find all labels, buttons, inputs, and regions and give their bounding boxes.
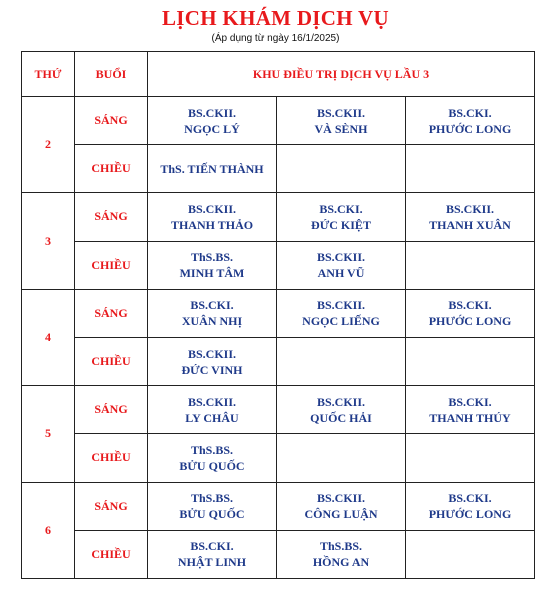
header-row xyxy=(22,52,535,97)
doctor-title: ThS.BS. xyxy=(190,442,234,457)
doctor-title: BS.CKII. xyxy=(316,105,366,120)
schedule-row xyxy=(22,241,535,289)
schedule-row xyxy=(22,482,535,530)
doctor-cell xyxy=(406,289,535,337)
doctor-name: THANH THÚY xyxy=(429,410,511,425)
doctor-cell xyxy=(277,289,406,337)
doctor-cell xyxy=(406,386,535,434)
doctor-title: BS.CKI. xyxy=(190,298,234,313)
doctor-name: ThS. TIẾN THÀNH xyxy=(160,161,264,176)
doctor-name: PHƯỚC LONG xyxy=(428,314,512,329)
doctor-cell xyxy=(148,97,277,145)
doctor-name: ANH VŨ xyxy=(317,266,365,281)
doctor-title: BS.CKII. xyxy=(445,201,495,216)
doctor-cell xyxy=(148,289,277,337)
doctor-cell xyxy=(148,434,277,482)
page-subtitle: (Áp dụng từ ngày 16/1/2025) xyxy=(211,33,340,44)
doctor-cell xyxy=(277,145,406,193)
schedule-row xyxy=(22,337,535,385)
doctor-cell xyxy=(406,145,535,193)
doctor-cell xyxy=(277,386,406,434)
doctor-name: HỒNG AN xyxy=(312,555,370,570)
doctor-title: BS.CKI. xyxy=(448,298,492,313)
doctor-name: BỬU QUỐC xyxy=(179,458,245,473)
header-area: KHU ĐIỀU TRỊ DỊCH VỤ LẦU 3 xyxy=(148,52,535,97)
schedule-table xyxy=(21,51,535,579)
schedule-row xyxy=(22,289,535,337)
page-title: LỊCH KHÁM DỊCH VỤ xyxy=(162,6,389,30)
schedule-row xyxy=(22,97,535,145)
schedule-row xyxy=(22,386,535,434)
day-cell: 3 xyxy=(22,193,75,289)
doctor-title: BS.CKII. xyxy=(316,298,366,313)
schedule-row xyxy=(22,530,535,578)
doctor-name: BỬU QUỐC xyxy=(179,507,245,522)
doctor-title: ThS.BS. xyxy=(190,491,234,506)
doctor-name: ĐỨC VINH xyxy=(181,362,243,377)
schedule-row xyxy=(22,434,535,482)
doctor-name: THANH THẢO xyxy=(170,217,254,232)
session-cell: CHIỀU xyxy=(75,241,148,289)
doctor-title: BS.CKI. xyxy=(448,105,492,120)
doctor-cell xyxy=(277,434,406,482)
doctor-title: ThS.BS. xyxy=(190,250,234,265)
doctor-name: THANH XUÂN xyxy=(429,217,511,232)
doctor-title: BS.CKII. xyxy=(187,201,237,216)
session-cell: SÁNG xyxy=(75,193,148,241)
doctor-title: BS.CKI. xyxy=(448,394,492,409)
doctor-cell xyxy=(148,193,277,241)
doctor-cell xyxy=(277,530,406,578)
doctor-cell xyxy=(277,337,406,385)
doctor-cell xyxy=(277,193,406,241)
doctor-cell xyxy=(148,145,277,193)
doctor-cell xyxy=(148,337,277,385)
doctor-title: BS.CKII. xyxy=(316,394,366,409)
doctor-cell xyxy=(277,241,406,289)
doctor-cell xyxy=(406,482,535,530)
doctor-title: BS.CKII. xyxy=(316,491,366,506)
doctor-name: QUỐC HẢI xyxy=(310,410,372,425)
schedule-body xyxy=(22,97,535,579)
session-cell: CHIỀU xyxy=(75,145,148,193)
session-cell: SÁNG xyxy=(75,289,148,337)
doctor-title: BS.CKI. xyxy=(319,201,363,216)
doctor-name: NHẬT LINH xyxy=(177,555,247,570)
doctor-cell xyxy=(277,482,406,530)
doctor-title: BS.CKI. xyxy=(448,491,492,506)
doctor-cell xyxy=(406,530,535,578)
schedule-row xyxy=(22,145,535,193)
day-cell: 2 xyxy=(22,97,75,193)
doctor-cell xyxy=(406,193,535,241)
day-cell: 5 xyxy=(22,386,75,482)
doctor-name: LY CHÂU xyxy=(185,410,239,425)
doctor-name: VÀ SÈNH xyxy=(314,121,368,136)
doctor-cell xyxy=(406,434,535,482)
doctor-name: PHƯỚC LONG xyxy=(428,121,512,136)
doctor-name: NGỌC LIẾNG xyxy=(302,314,380,329)
schedule-row xyxy=(22,193,535,241)
doctor-name: XUÂN NHỊ xyxy=(181,314,243,329)
doctor-title: BS.CKII. xyxy=(187,394,237,409)
doctor-title: BS.CKII. xyxy=(187,105,237,120)
doctor-cell xyxy=(406,97,535,145)
session-cell: SÁNG xyxy=(75,97,148,145)
doctor-cell xyxy=(148,386,277,434)
session-cell: CHIỀU xyxy=(75,530,148,578)
doctor-name: MINH TÂM xyxy=(179,266,245,281)
doctor-name: CÔNG LUẬN xyxy=(304,507,378,522)
doctor-cell xyxy=(148,482,277,530)
session-cell: SÁNG xyxy=(75,386,148,434)
doctor-cell xyxy=(277,97,406,145)
session-cell: CHIỀU xyxy=(75,337,148,385)
doctor-cell xyxy=(406,241,535,289)
header-session: BUỔI xyxy=(75,52,148,97)
doctor-cell xyxy=(148,241,277,289)
doctor-name: NGỌC LÝ xyxy=(184,121,240,136)
doctor-title: BS.CKI. xyxy=(190,539,234,554)
doctor-cell xyxy=(148,530,277,578)
doctor-title: BS.CKII. xyxy=(316,250,366,265)
session-cell: CHIỀU xyxy=(75,434,148,482)
header-day: THỨ xyxy=(22,52,75,97)
doctor-name: ĐỨC KIỆT xyxy=(311,217,371,232)
session-cell: SÁNG xyxy=(75,482,148,530)
doctor-title: ThS.BS. xyxy=(319,539,363,554)
doctor-cell xyxy=(406,337,535,385)
day-cell: 6 xyxy=(22,482,75,579)
doctor-title: BS.CKII. xyxy=(187,346,237,361)
doctor-name: PHƯỚC LONG xyxy=(428,507,512,522)
day-cell: 4 xyxy=(22,289,75,385)
